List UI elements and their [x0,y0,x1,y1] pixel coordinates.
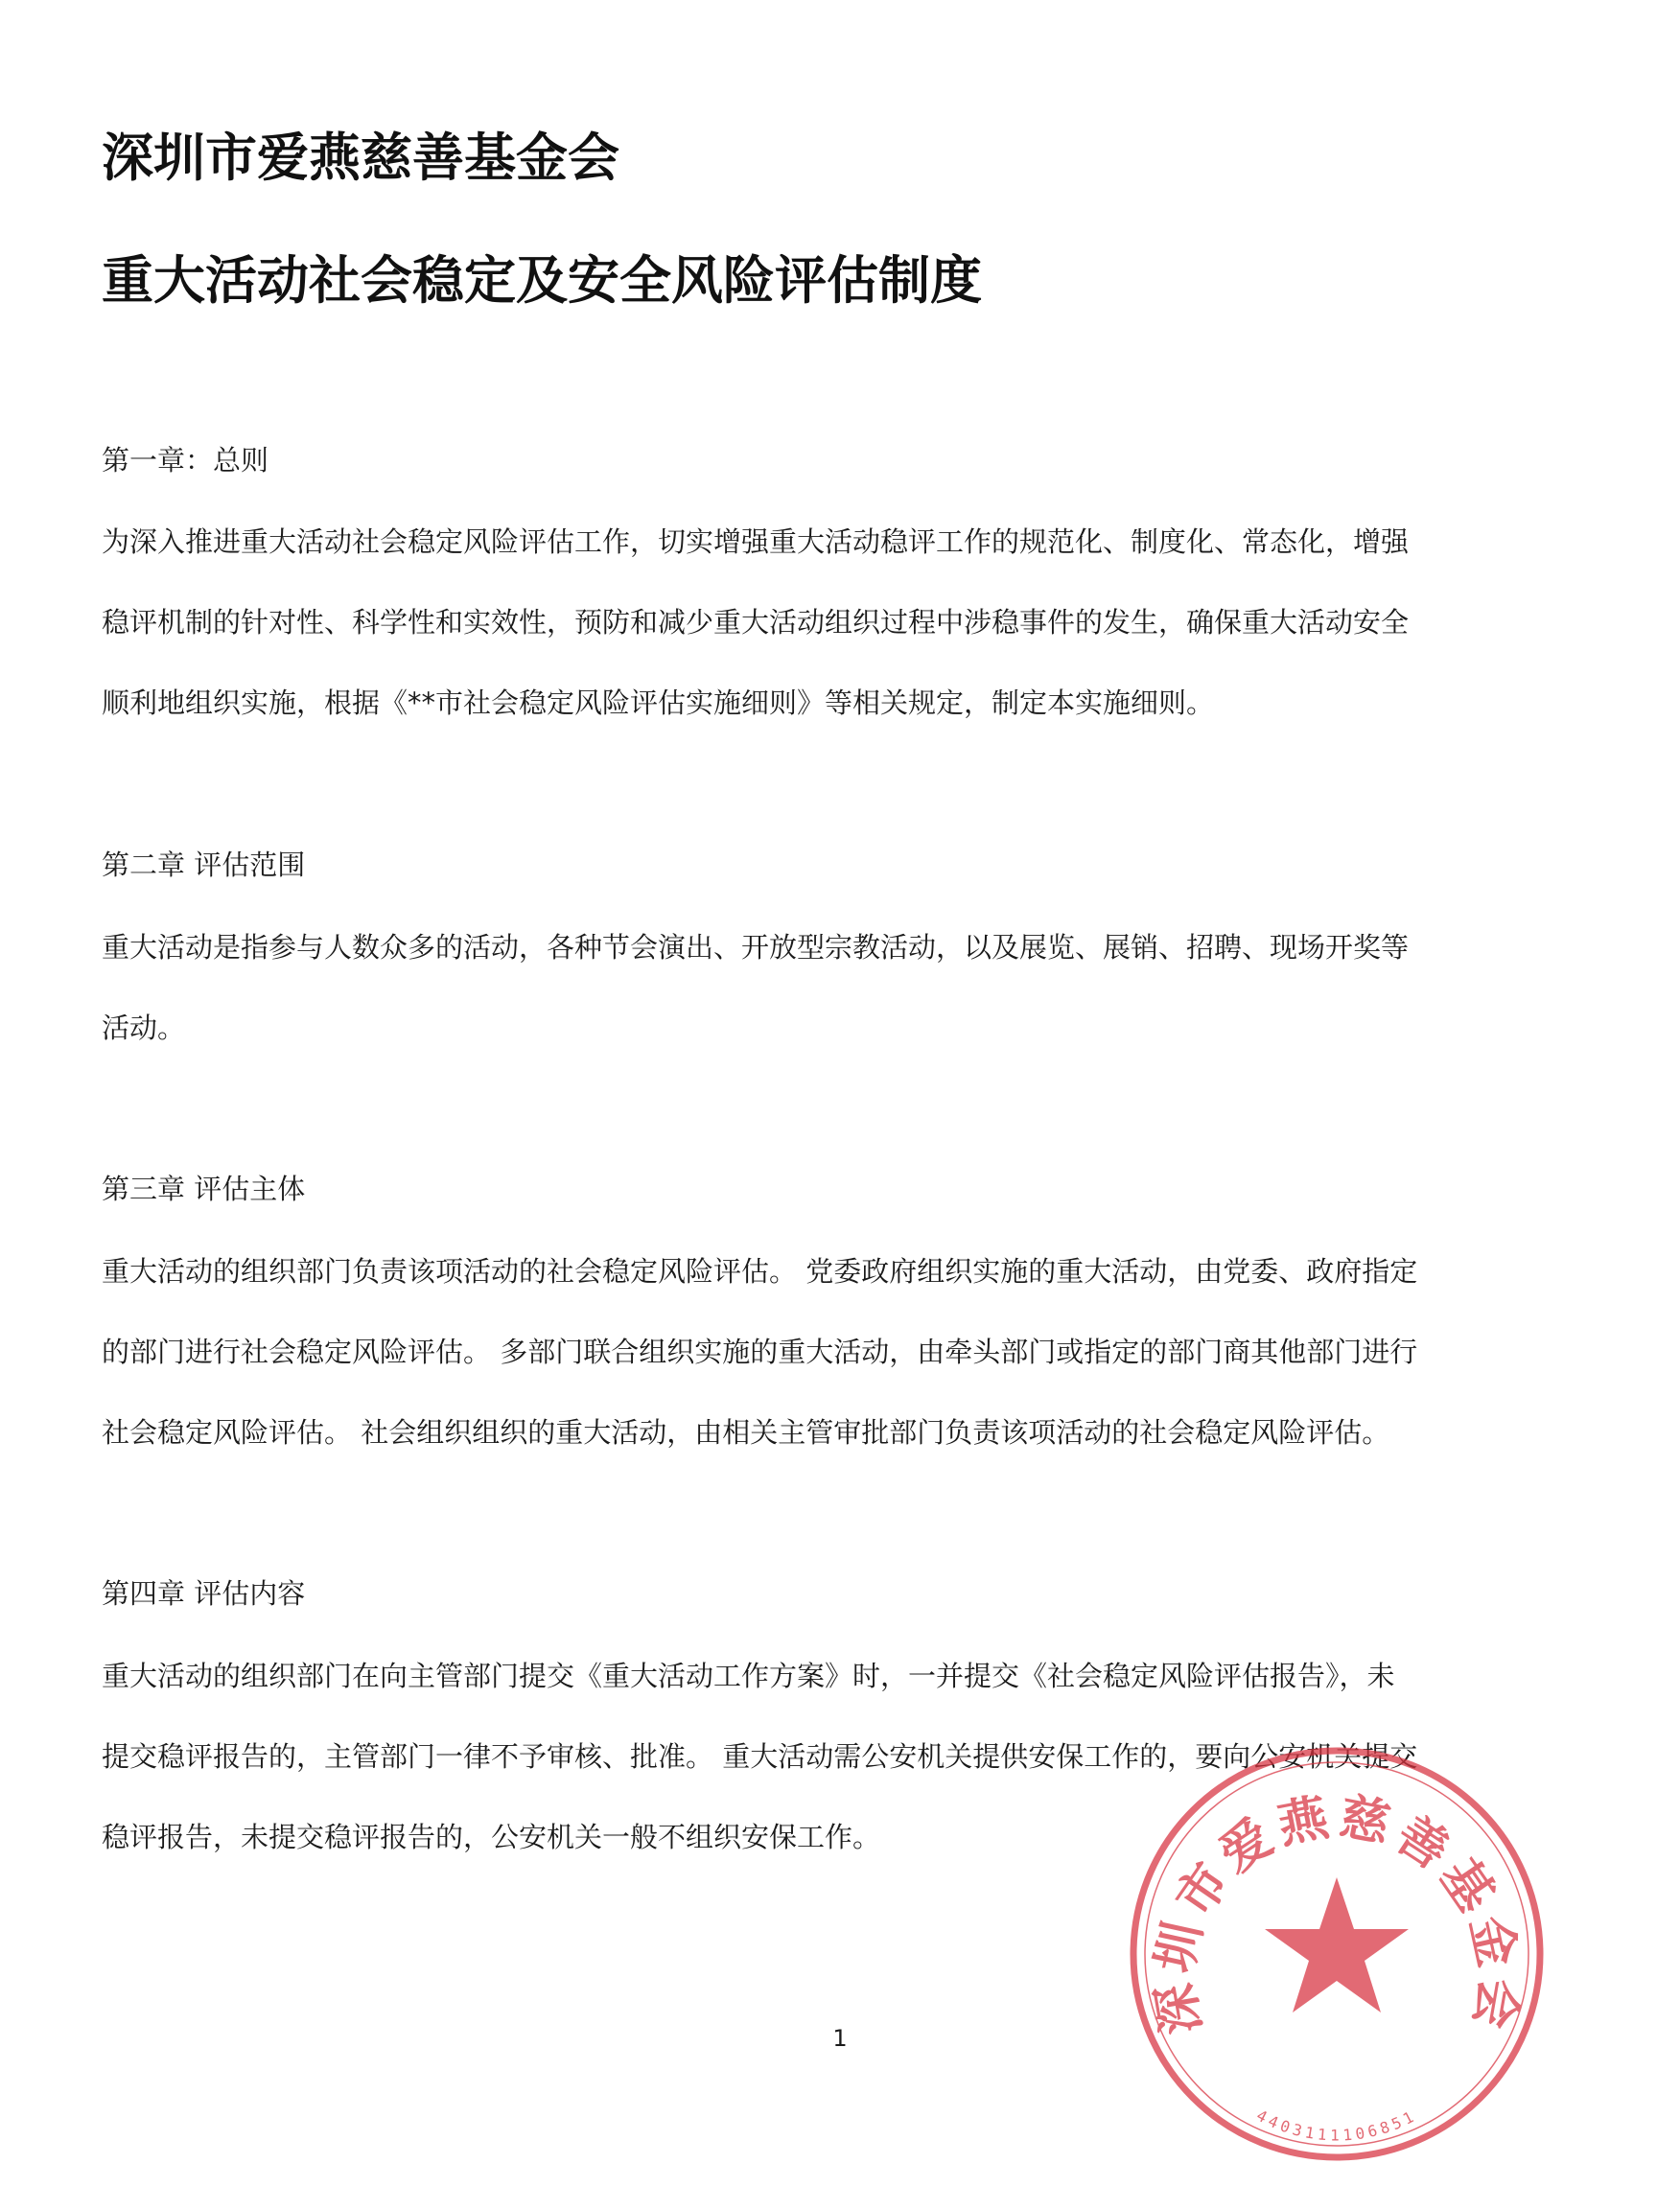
chapter-4-line-2: 提交稳评报告的，主管部门一律不予审核、批准。 重大活动需公安机关提供安保工作的，要向公安机关提交 [102,1740,1418,1773]
chapter-1-line-2: 稳评机制的针对性、科学性和实效性，预防和减少重大活动组织过程中涉稳事件的发生，确保重大活动安全 [102,606,1410,639]
seal-star-icon [1265,1877,1409,2013]
chapter-2-line-2: 活动。 [102,1012,186,1044]
chapter-2-heading: 第二章 评估范围 [102,849,306,881]
chapter-4-line-3: 稳评报告，未提交稳评报告的，公安机关一般不组织安保工作。 [102,1821,881,1853]
chapter-1-line-1: 为深入推进重大活动社会稳定风险评估工作，切实增强重大活动稳评工作的规范化、制度化、常态化，增强 [102,525,1410,558]
chapter-2-line-1: 重大活动是指参与人数众多的活动，各种节会演出、开放型宗教活动，以及展览、展销、招聘、现场开奖等 [102,931,1410,964]
chapter-1-heading: 第一章：总则 [102,444,269,477]
chapter-2-paragraph [102,907,1580,1068]
page-number: 1 [832,2025,848,2052]
chapter-1-paragraph [102,501,1580,743]
chapter-3-line-2: 的部门进行社会稳定风险评估。 多部门联合组织实施的重大活动，由牵头部门或指定的部门商其他部门进行 [102,1336,1418,1368]
chapter-3-paragraph [102,1231,1580,1473]
chapter-4-line-1: 重大活动的组织部门在向主管部门提交《重大活动工作方案》时，一并提交《社会稳定风险评估报告》，未 [102,1660,1395,1692]
document-title-regulation: 重大活动社会稳定及安全风险评估制度 [102,250,982,311]
official-seal-stamp [1120,1737,1553,2171]
seal-graphic [1120,1737,1553,2171]
chapter-4-heading: 第四章 评估内容 [102,1577,306,1610]
document-title-organization: 深圳市爱燕慈善基金会 [102,128,619,188]
chapter-3-line-1: 重大活动的组织部门负责该项活动的社会稳定风险评估。 党委政府组织实施的重大活动，由党委、政府指定 [102,1255,1418,1288]
chapter-3-line-3: 社会稳定风险评估。 社会组织组织的重大活动，由相关主管审批部门负责该项活动的社会稳定风险评估。 [102,1416,1390,1449]
chapter-1-line-3: 顺利地组织实施，根据《**市社会稳定风险评估实施细则》等相关规定，制定本实施细则。 [102,686,1215,719]
seal-registration-code: 4403111106851 [1253,2106,1420,2145]
seal-organization-text: 深圳市爱燕慈善基金会 [1145,1787,1528,2038]
chapter-3-heading: 第三章 评估主体 [102,1173,306,1205]
